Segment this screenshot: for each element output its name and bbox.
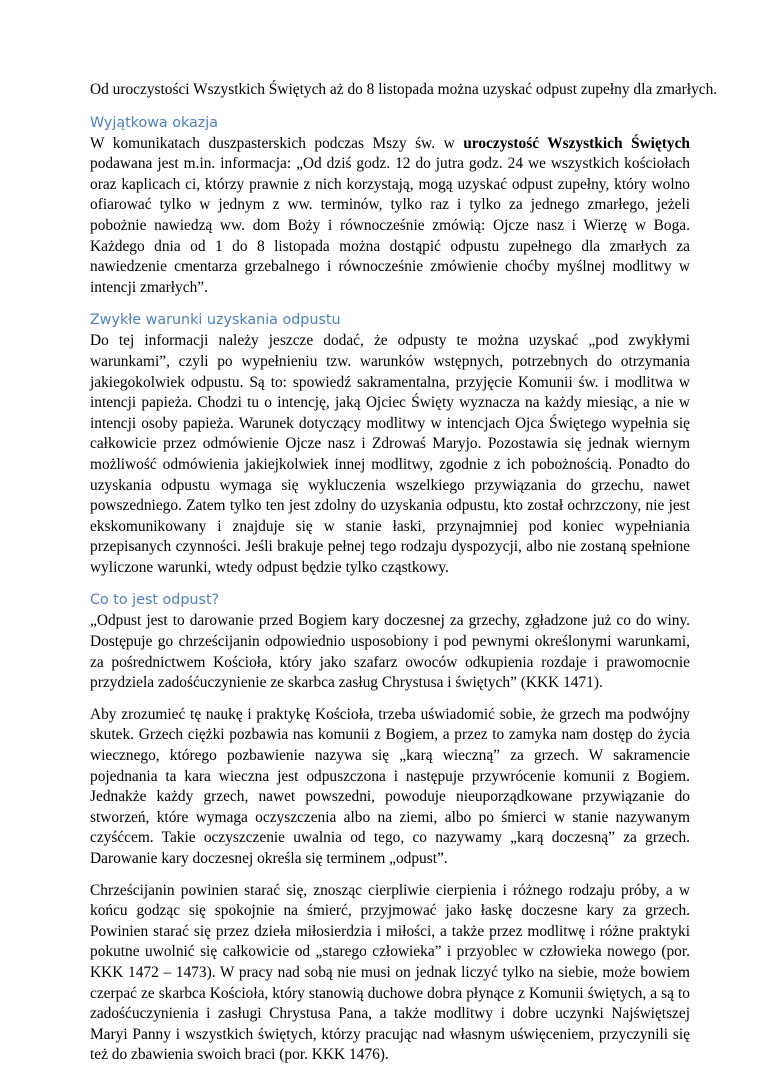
section-heading-wyjatkowa-okazja: Wyjątkowa okazja bbox=[90, 114, 218, 131]
paragraph-skarbiec-kosciola: Chrześcijanin powinien starać się, znosząc cierpliwie cierpienia i różnego rodzaju próby, a w końcu godząc się spokojnie na śmierć, przyjmować jako łaskę doczesne kary za grzech. Powinien starać się przez dzieła miłosierdzia i miłości, a także przez modlitwę i różne praktyki pokutne uwolnić się całkowicie od „starego człowieka” i przyoblec w człowieka nowego (por. KKK 1472 – 1473). W pracy nad sobą nie musi on jednak liczyć tylko na siebie, może bowiem czerpać ze skarbca Kościoła, który stanowią duchowe dobra płynące z Komunii świętych, a są to zadośćuczynienia i zasługi Chrystusa Pana, a także modlitwy i dobre uczynki Najświętszej Maryi Panny i wszystkich świętych, którzy pracując nad własnym uświęceniem, przyczynili się też do zbawienia swoich braci (por. KKK 1476). bbox=[90, 881, 690, 1064]
paragraph-skutki-grzechu: Aby zrozumieć tę naukę i praktykę Kościoła, trzeba uświadomić sobie, że grzech ma podwójny skutek. Grzech ciężki pozbawia nas komunii z Bogiem, a przez to zamyka nam dostęp do życia wiecznego, którego pozbawienie nazywa się „karą wieczną” za grzech. W sakramencie pojednania ta kara wieczna jest odpuszczona i następuje przywrócenie komunii z Bogiem. Jednakże każdy grzech, nawet powszedni, powoduje nieuporządkowane przywiązanie do stworzeń, które wymaga oczyszczenia albo na ziemi, albo po śmierci w stanie nazywanym czyśćcem. Takie oczyszczenie uwalnia od tego, co nazywamy „karą doczesną” za grzech. Darowanie kary doczesnej określa się terminem „odpust”. bbox=[90, 705, 690, 867]
intro-paragraph: Od uroczystości Wszystkich Świętych aż do 8 listopada można uzyskać odpust zupełny dla zmarłych. bbox=[90, 81, 718, 98]
section-heading-zwykle-warunki: Zwykłe warunki uzyskania odpustu bbox=[90, 312, 341, 329]
bold-phrase: uroczystość Wszystkich Świętych bbox=[463, 134, 690, 152]
paragraph-definicja-odpustu: „Odpust jest to darowanie przed Bogiem kary doczesnej za grzechy, zgładzone już co do winy. Dostępuje go chrześcijanin odpowiednio usposobiony i pod pewnymi określonymi warunkami, za pośrednictwem Kościoła, który jako szafarz owoców odkupienia rozdaje i prawomocnie przydziela zadośćuczynienie ze skarbca zasług Chrystusa i świętych” (KKK 1471). bbox=[90, 612, 690, 692]
section-heading-co-to-jest-odpust: Co to jest odpust? bbox=[90, 592, 220, 609]
paragraph-text: W komunikatach duszpasterskich podczas Mszy św. w bbox=[90, 134, 464, 152]
document-body bbox=[90, 80, 718, 1077]
paragraph-wyjatkowa-okazja bbox=[90, 134, 690, 299]
paragraph-zwykle-warunki: Do tej informacji należy jeszcze dodać, że odpusty te można uzyskać „pod zwykłymi warunkami”, czyli po wypełnieniu tzw. warunków wstępnych, potrzebnych do otrzymania jakiegokolwiek odpustu. Są to: spowiedź sakramentalna, przyjęcie Komunii św. i modlitwa w intencji papieża. Chodzi tu o intencję, jaką Ojciec Święty wyznacza na każdy miesiąc, a nie w intencji osoby papieża. Warunek dotyczący modlitwy w intencjach Ojca Świętego wypełnia się całkowicie przez odmówienie Ojcze nasz i Zdrowaś Maryjo. Pozostawia się jednak wiernym możliwość odmówienia jakiejkolwiek innej modlitwy, zgodnie z ich pobożnością. Ponadto do uzyskania odpustu wymaga się wykluczenia wszelkiego przywiązania do grzechu, nawet powszedniego. Zatem tylko ten jest zdolny do uzyskania odpustu, kto został ochrzczony, nie jest ekskomunikowany i znajduje się w stanie łaski, przynajmniej pod koniec wypełniania przepisanych czynności. Jeśli brakuje pełnej tego rodzaju dyspozycji, albo nie zostaną spełnione wyliczone warunki, wtedy odpust będzie tylko cząstkowy. bbox=[90, 332, 690, 576]
paragraph-text: podawana jest m.in. informacja: „Od dziś godz. 12 do jutra godz. 24 we wszystkich kościołach oraz kaplicach ci, którzy prawnie z nich korzystają, mogą uzyskać odpust zupełny, który wolno ofiarować tylko w jednym z ww. terminów, tylko raz i tylko za jednego zmarłego, jeżeli pobożnie nawiedzą ww. dom Boży i równocześnie zmówią: Ojcze nasz i Wierzę w Boga. Każdego dnia od 1 do 8 listopada można dostąpić odpustu zupełnego dla zmarłych za nawiedzenie cmentarza grzebalnego i równocześnie zmówienie choćby myślnej modlitwy w intencji zmarłych”. bbox=[90, 155, 690, 296]
